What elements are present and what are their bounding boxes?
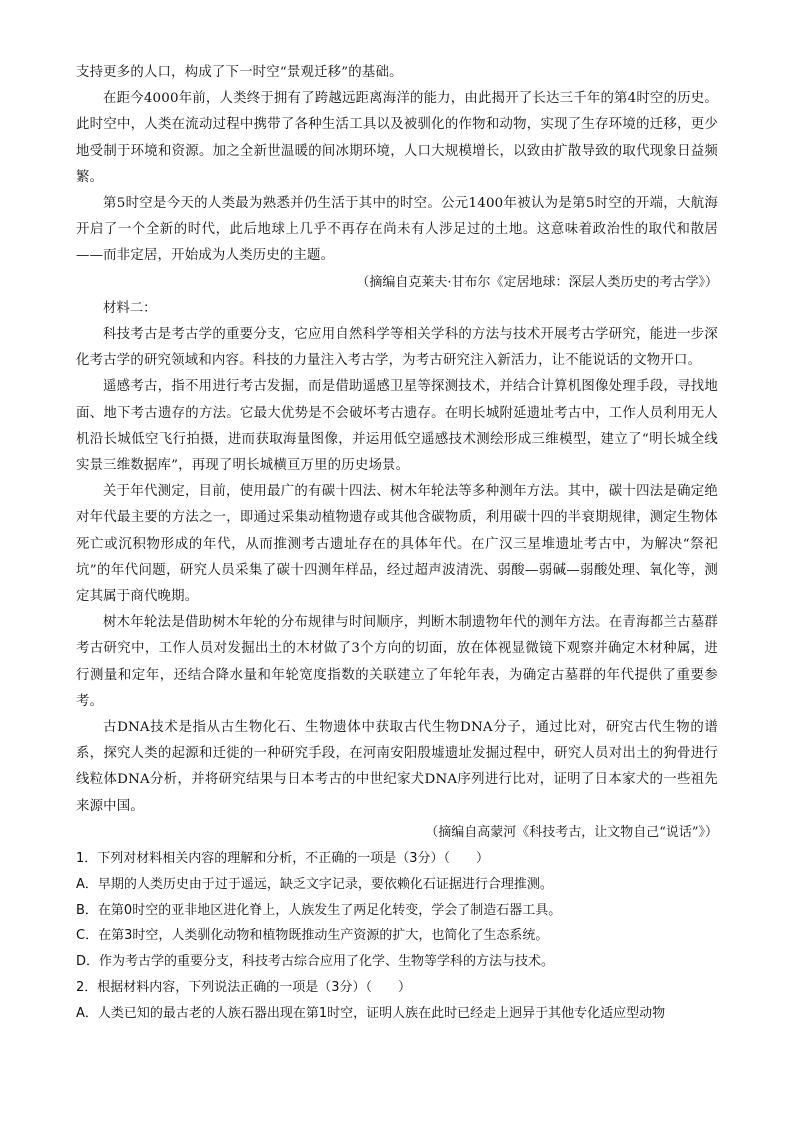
source-citation: （摘编自克莱夫·甘布尔《定居地球：深层人类历史的考古学》） xyxy=(356,274,718,290)
question-option: C．在第3时空，人类驯化动物和植物既推动生产资源的扩大，也简化了生态系统。 xyxy=(76,928,549,944)
material-label: 材料二： xyxy=(103,300,157,316)
document-page xyxy=(76,60,718,1027)
question-option: D．作为考古学的重要分支，科技考古综合应用了化学、生物等学科的方法与技术。 xyxy=(76,954,555,970)
question-option: A．人类已知的最古老的人族石器出现在第1时空，证明人族在此时已经走上迥异于其他专化适应型动物 xyxy=(76,1005,666,1021)
question-option: A．早期的人类历史由于过于遥远，缺乏文字记录，要依赖化石证据进行合理推测。 xyxy=(76,876,553,892)
paragraph: 支持更多的人口，构成了下一时空“景观迁移”的基础。 xyxy=(76,65,403,80)
source-citation: （摘编自高蒙河《科技考古，让文物自己“说话”》） xyxy=(425,824,718,840)
paragraph: 科技考古是考古学的重要分支，它应用自然科学等相关学科的方法与技术开展考古学研究，能进一步深化考古学的研究领域和内容。科技的力量注入考古学，为考古研究注入新活力，让不能说话的文物开口。 xyxy=(76,327,718,369)
paragraph: 遥感考古，指不用进行考古发掘，而是借助遥感卫星等探测技术，并结合计算机图像处理手段，寻找地面、地下考古遗存的方法。它最大优势是不会破坏考古遗存。在明长城附延遗址考古中，工作人员利用无人机沿长城低空飞行拍摄，进而获取海量图像，并运用低空遥感技术测绘形成三维模型，建立了“明长城全线实景三维数据库”，再现了明长城横亘万里的历史场景。 xyxy=(76,379,718,474)
paragraph: 第5时空是今天的人类最为熟悉并仍生活于其中的时空。公元1400年被认为是第5时空的开端，大航海开启了一个全新的时代，此后地球上几乎不再存在尚未有人涉足过的土地。这意味着政治性的取代和散居——而非定居，开始成为人类历史的主题。 xyxy=(76,196,718,264)
paragraph: 树木年轮法是借助树木年轮的分布规律与时间顺序，判断木制遗物年代的测年方法。在青海都兰古墓群考古研究中，工作人员对发掘出土的木材做了3个方向的切面，放在体视显微镜下观察并确定木材种属，进行测量和定年，还结合降水量和年轮宽度指数的关联建立了年轮年表，为确定古墓群的年代提供了重要参考。 xyxy=(76,615,718,709)
paragraph: 关于年代测定，目前，使用最广的有碳十四法、树木年轮法等多种测年方法。其中，碳十四法是确定绝对年代最主要的方法之一，即通过采集动植物遗存或其他含碳物质，利用碳十四的半衰期规律，测定生物体死亡或沉积物形成的年代，从而推测考古遗址存在的具体年代。在广汉三星堆遗址考古中，为解决“祭祀坑”的年代问题，研究人员采集了碳十四测年样品，经过超声波清洗、弱酸—弱碱—弱酸处理、氧化等，测定其属于商代晚期。 xyxy=(76,484,718,605)
paragraph: 古DNA技术是指从古生物化石、生物遗体中获取古代生物DNA分子，通过比对，研究古代生物的谱系，探究人类的起源和迁徙的一种研究手段，在河南安阳殷墟遗址发掘过程中，研究人员对出土的狗骨进行线粒体DNA分析，并将研究结果与日本考古的中世纪家犬DNA序列进行比对，证明了日本家犬的一些祖先来源中国。 xyxy=(76,720,718,814)
question-option: B．在第0时空的亚非地区进化脊上，人族发生了两足化转变，学会了制造石器工具。 xyxy=(76,902,562,918)
question-stem: 1．下列对材料相关内容的理解和分析，不正确的一项是（3分）（ ） xyxy=(76,851,490,867)
paragraph: 在距今4000年前，人类终于拥有了跨越远距离海洋的能力，由此揭开了长达三千年的第4时空的历史。此时空中，人类在流动过程中携带了各种生活工具以及被驯化的作物和动物，实现了生存环境的迁移，更少地受制于环境和资源。加之全新世温暖的间冰期环境，人口大规模增长，以致由扩散导致的取代现象日益频繁。 xyxy=(76,91,718,185)
question-stem: 2．根据材料内容，下列说法正确的一项是（3分）（ ） xyxy=(76,980,412,996)
